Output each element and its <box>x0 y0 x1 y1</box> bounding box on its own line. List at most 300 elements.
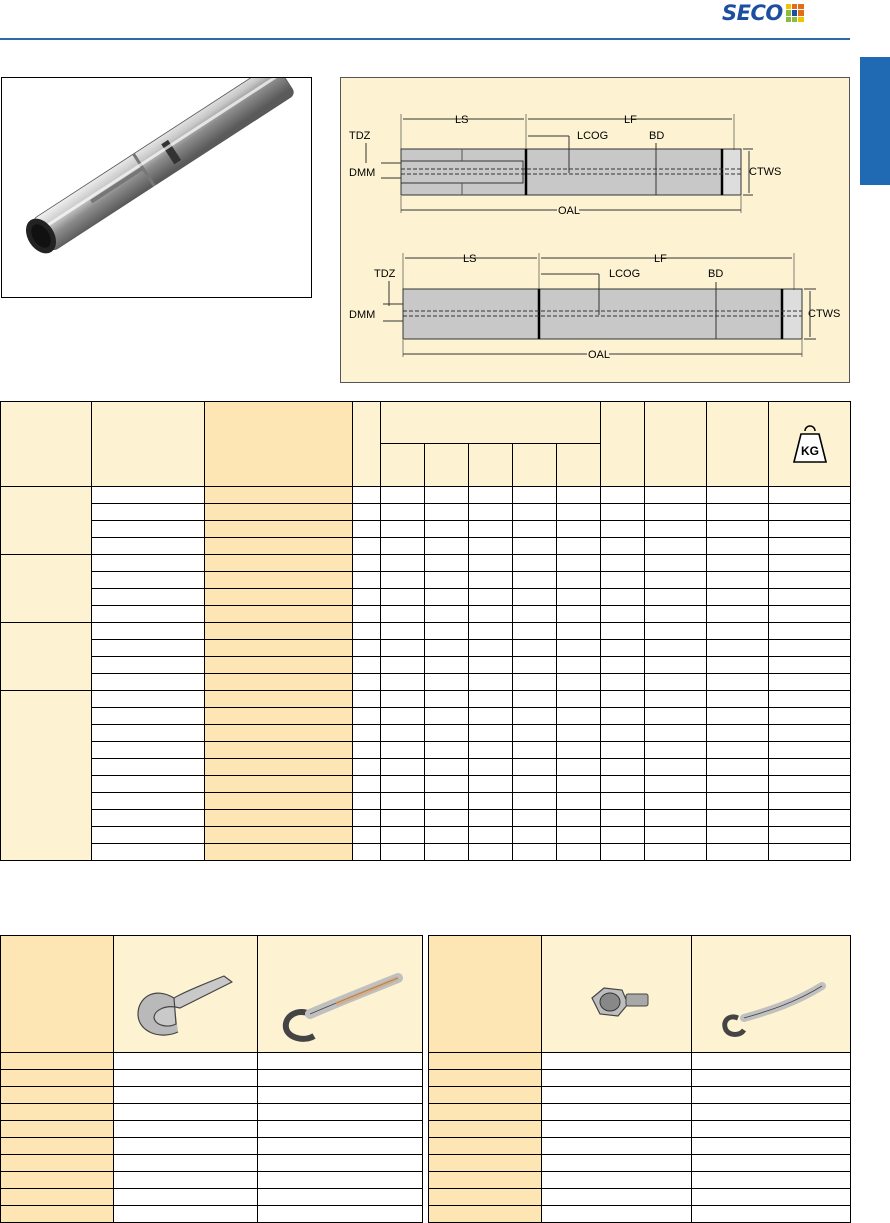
table-cell <box>353 589 381 606</box>
table-cell <box>205 521 353 538</box>
table-cell <box>258 1206 423 1223</box>
table-cell <box>353 623 381 640</box>
table-cell <box>353 776 381 793</box>
table-cell <box>92 844 205 861</box>
table-cell <box>542 1121 692 1138</box>
table-cell <box>513 810 557 827</box>
table-cell <box>557 674 601 691</box>
table-cell <box>769 776 851 793</box>
table-row <box>429 1104 851 1121</box>
table-cell <box>601 776 645 793</box>
table-cell <box>381 538 425 555</box>
table-row <box>429 1070 851 1087</box>
table-row <box>1 589 851 606</box>
table-cell <box>114 1172 258 1189</box>
table-cell <box>258 1087 423 1104</box>
table-cell <box>513 725 557 742</box>
table-cell <box>769 674 851 691</box>
table-cell <box>205 844 353 861</box>
group-cell <box>1 487 92 555</box>
table-cell <box>601 589 645 606</box>
table-cell <box>645 623 707 640</box>
table-cell <box>601 640 645 657</box>
table-row <box>429 1121 851 1138</box>
table-cell <box>513 759 557 776</box>
dim-lf-bottom: LF <box>654 253 667 265</box>
table-cell <box>425 776 469 793</box>
table-row <box>1 674 851 691</box>
table-cell <box>601 504 645 521</box>
table-cell <box>692 1070 851 1087</box>
table-row <box>429 1189 851 1206</box>
table-cell <box>542 1155 692 1172</box>
table-cell <box>542 1087 692 1104</box>
header-cell <box>425 444 469 487</box>
table-cell <box>513 504 557 521</box>
table-cell <box>707 810 769 827</box>
table-cell <box>707 708 769 725</box>
table-cell <box>205 589 353 606</box>
dim-oal-bottom: OAL <box>588 349 611 361</box>
table-cell <box>114 1104 258 1121</box>
table-row <box>1 1087 423 1104</box>
table-cell <box>92 572 205 589</box>
table-cell <box>205 572 353 589</box>
table-cell <box>353 521 381 538</box>
table-cell <box>425 504 469 521</box>
table-cell <box>769 555 851 572</box>
table-cell <box>513 606 557 623</box>
table-row <box>429 1053 851 1070</box>
table-cell <box>381 674 425 691</box>
table-cell <box>205 504 353 521</box>
table-cell <box>645 810 707 827</box>
table-cell <box>353 708 381 725</box>
table-cell <box>114 1206 258 1223</box>
table-cell <box>114 1053 258 1070</box>
table-row <box>1 606 851 623</box>
table-cell <box>557 793 601 810</box>
table-cell <box>707 589 769 606</box>
table-cell <box>557 589 601 606</box>
table-cell <box>205 725 353 742</box>
table-cell <box>92 606 205 623</box>
table-cell <box>469 657 513 674</box>
table-cell <box>769 606 851 623</box>
table-cell <box>1 1121 114 1138</box>
table-cell <box>542 1104 692 1121</box>
table-row <box>1 521 851 538</box>
table-cell <box>513 623 557 640</box>
table-cell <box>469 844 513 861</box>
dimension-drawing <box>340 77 850 383</box>
acc-header-cell <box>429 936 542 1053</box>
table-cell <box>381 844 425 861</box>
table-cell <box>92 538 205 555</box>
table-cell <box>258 1104 423 1121</box>
table-cell <box>381 776 425 793</box>
table-cell <box>469 793 513 810</box>
table-cell <box>707 827 769 844</box>
table-cell <box>353 572 381 589</box>
table-row <box>1 1206 423 1223</box>
table-cell <box>769 640 851 657</box>
table-cell <box>425 708 469 725</box>
table-cell <box>601 708 645 725</box>
table-cell <box>1 1155 114 1172</box>
table-row <box>1 657 851 674</box>
pin-spanner-wrench-icon <box>258 936 423 1047</box>
table-cell <box>542 1070 692 1087</box>
table-cell <box>513 657 557 674</box>
header-cell <box>601 402 645 487</box>
drawing-bottom <box>349 253 840 361</box>
table-cell <box>469 827 513 844</box>
table-cell <box>645 691 707 708</box>
table-row <box>1 555 851 572</box>
table-cell <box>513 589 557 606</box>
table-cell <box>205 538 353 555</box>
table-cell <box>692 1155 851 1172</box>
logo-squares-icon <box>786 4 804 22</box>
table-cell <box>353 827 381 844</box>
table-cell <box>92 810 205 827</box>
table-cell <box>513 487 557 504</box>
table-cell <box>707 623 769 640</box>
table-cell <box>645 776 707 793</box>
table-cell <box>769 487 851 504</box>
table-cell <box>92 674 205 691</box>
header-cell <box>557 444 601 487</box>
table-cell <box>601 810 645 827</box>
table-cell <box>645 742 707 759</box>
table-row <box>1 1189 423 1206</box>
table-cell <box>92 725 205 742</box>
table-cell <box>425 793 469 810</box>
hook-spanner-icon <box>114 936 258 1047</box>
table-cell <box>381 606 425 623</box>
main-spec-table <box>0 401 850 861</box>
table-cell <box>353 657 381 674</box>
table-cell <box>205 623 353 640</box>
table-cell <box>769 538 851 555</box>
group-cell <box>1 555 92 623</box>
table-cell <box>381 759 425 776</box>
table-cell <box>92 793 205 810</box>
table-cell <box>425 844 469 861</box>
table-cell <box>1 1206 114 1223</box>
dim-tdz-bottom: TDZ <box>374 268 396 280</box>
table-cell <box>258 1121 423 1138</box>
table-cell <box>769 691 851 708</box>
dim-lf-top: LF <box>624 114 637 126</box>
table-cell <box>513 572 557 589</box>
table-cell <box>645 504 707 521</box>
table-cell <box>381 555 425 572</box>
table-row <box>1 810 851 827</box>
table-cell <box>769 844 851 861</box>
table-cell <box>1 1070 114 1087</box>
table-cell <box>429 1104 542 1121</box>
weight-header-cell <box>769 402 851 487</box>
table-cell <box>469 521 513 538</box>
dim-tdz-top: TDZ <box>349 130 371 142</box>
table-cell <box>429 1087 542 1104</box>
table-cell <box>601 844 645 861</box>
table-cell <box>92 555 205 572</box>
table-cell <box>692 1206 851 1223</box>
table-cell <box>92 487 205 504</box>
table-cell <box>692 1138 851 1155</box>
table-cell <box>258 1189 423 1206</box>
table-cell <box>353 674 381 691</box>
table-cell <box>769 589 851 606</box>
header-cell <box>92 402 205 487</box>
table-cell <box>92 640 205 657</box>
table-cell <box>542 1172 692 1189</box>
table-cell <box>1 1172 114 1189</box>
table-cell <box>707 742 769 759</box>
table-cell <box>707 793 769 810</box>
table-cell <box>769 827 851 844</box>
dim-bd-bottom: BD <box>708 268 724 280</box>
table-cell <box>425 674 469 691</box>
dim-dmm-bottom: DMM <box>349 309 376 321</box>
table-cell <box>601 606 645 623</box>
table-cell <box>1 1087 114 1104</box>
table-cell <box>205 555 353 572</box>
table-row <box>1 844 851 861</box>
table-cell <box>205 691 353 708</box>
table-cell <box>769 759 851 776</box>
table-cell <box>92 623 205 640</box>
table-cell <box>114 1138 258 1155</box>
table-cell <box>469 538 513 555</box>
dim-ls-top: LS <box>455 114 469 126</box>
table-cell <box>205 810 353 827</box>
table-cell <box>645 674 707 691</box>
table-cell <box>469 742 513 759</box>
table-row <box>1 691 851 708</box>
table-cell <box>381 793 425 810</box>
table-cell <box>353 555 381 572</box>
header-cell <box>469 444 513 487</box>
weight-kg-icon <box>792 424 828 464</box>
table-cell <box>205 657 353 674</box>
table-cell <box>425 640 469 657</box>
table-cell <box>114 1155 258 1172</box>
table-cell <box>557 827 601 844</box>
table-cell <box>425 691 469 708</box>
table-cell <box>205 827 353 844</box>
table-cell <box>353 504 381 521</box>
table-cell <box>469 708 513 725</box>
table-cell <box>601 793 645 810</box>
table-cell <box>353 793 381 810</box>
table-cell <box>692 1172 851 1189</box>
table-cell <box>469 759 513 776</box>
table-cell <box>513 538 557 555</box>
dim-oal-top: OAL <box>558 205 581 217</box>
table-cell <box>353 538 381 555</box>
table-row <box>1 793 851 810</box>
weight-kg-label: KG <box>800 444 819 458</box>
table-cell <box>1 1138 114 1155</box>
table-cell <box>469 504 513 521</box>
table-cell <box>425 555 469 572</box>
table-row <box>1 487 851 504</box>
accessory-table-left <box>0 935 423 1223</box>
table-cell <box>381 521 425 538</box>
table-cell <box>1 1104 114 1121</box>
header-cell <box>353 402 381 487</box>
table-row <box>1 572 851 589</box>
table-cell <box>92 759 205 776</box>
table-cell <box>769 623 851 640</box>
table-cell <box>469 589 513 606</box>
table-cell <box>469 606 513 623</box>
table-cell <box>205 487 353 504</box>
table-cell <box>707 538 769 555</box>
table-row <box>1 1053 423 1070</box>
table-cell <box>645 844 707 861</box>
dim-bd-top: BD <box>649 130 665 142</box>
table-cell <box>513 742 557 759</box>
header-rule <box>0 38 850 40</box>
table-cell <box>425 623 469 640</box>
table-cell <box>601 691 645 708</box>
table-cell <box>707 759 769 776</box>
table-cell <box>425 657 469 674</box>
table-cell <box>469 810 513 827</box>
table-cell <box>205 793 353 810</box>
table-cell <box>645 538 707 555</box>
table-cell <box>513 640 557 657</box>
table-cell <box>114 1189 258 1206</box>
table-cell <box>425 606 469 623</box>
table-cell <box>425 572 469 589</box>
table-cell <box>513 793 557 810</box>
table-cell <box>557 708 601 725</box>
dim-lcog-top: LCOG <box>577 130 609 142</box>
table-cell <box>429 1121 542 1138</box>
table-cell <box>469 572 513 589</box>
table-row <box>429 1155 851 1172</box>
table-cell <box>381 640 425 657</box>
table-cell <box>429 1155 542 1172</box>
table-row <box>1 776 851 793</box>
table-cell <box>381 623 425 640</box>
table-cell <box>513 555 557 572</box>
table-cell <box>557 487 601 504</box>
table-row <box>1 1104 423 1121</box>
table-cell <box>205 759 353 776</box>
table-cell <box>469 691 513 708</box>
table-cell <box>645 725 707 742</box>
table-cell <box>469 555 513 572</box>
acc-header-cell <box>1 936 114 1053</box>
table-cell <box>92 742 205 759</box>
table-row <box>1 759 851 776</box>
table-cell <box>557 606 601 623</box>
table-cell <box>707 487 769 504</box>
table-cell <box>205 708 353 725</box>
table-cell <box>205 606 353 623</box>
table-cell <box>707 640 769 657</box>
header-cell <box>645 402 707 487</box>
seco-logo <box>722 2 804 24</box>
dimension-diagram <box>341 78 849 382</box>
table-cell <box>381 691 425 708</box>
table-cell <box>769 504 851 521</box>
table-cell <box>469 487 513 504</box>
table-cell <box>601 827 645 844</box>
table-cell <box>557 810 601 827</box>
table-cell <box>381 827 425 844</box>
table-cell <box>601 572 645 589</box>
table-cell <box>769 810 851 827</box>
table-row <box>1 1155 423 1172</box>
logo-wordmark: SECO <box>722 1 783 25</box>
table-cell <box>601 674 645 691</box>
table-cell <box>601 538 645 555</box>
table-cell <box>557 725 601 742</box>
table-cell <box>353 810 381 827</box>
table-row <box>1 1138 423 1155</box>
table-cell <box>542 1138 692 1155</box>
table-cell <box>258 1138 423 1155</box>
table-cell <box>513 776 557 793</box>
table-row <box>429 1206 851 1223</box>
table-cell <box>645 827 707 844</box>
table-cell <box>645 759 707 776</box>
acc-header-cell <box>258 936 423 1053</box>
table-cell <box>769 742 851 759</box>
table-cell <box>429 1070 542 1087</box>
table-cell <box>429 1172 542 1189</box>
table-cell <box>429 1138 542 1155</box>
dim-dmm-top: DMM <box>349 167 376 179</box>
table-cell <box>707 572 769 589</box>
table-cell <box>769 793 851 810</box>
table-cell <box>769 708 851 725</box>
table-cell <box>557 521 601 538</box>
table-cell <box>381 725 425 742</box>
table-cell <box>353 487 381 504</box>
header-cell <box>513 444 557 487</box>
hex-nut-adapter-icon <box>542 936 692 1047</box>
acc-header-cell <box>692 936 851 1053</box>
table-cell <box>692 1189 851 1206</box>
dim-lcog-bottom: LCOG <box>609 268 641 280</box>
table-cell <box>92 708 205 725</box>
table-cell <box>381 657 425 674</box>
table-cell <box>469 623 513 640</box>
table-row <box>1 538 851 555</box>
table-cell <box>513 827 557 844</box>
table-cell <box>707 521 769 538</box>
table-cell <box>469 640 513 657</box>
table-cell <box>601 521 645 538</box>
table-cell <box>769 657 851 674</box>
table-cell <box>601 555 645 572</box>
table-cell <box>769 572 851 589</box>
table-cell <box>1 1053 114 1070</box>
table-cell <box>542 1053 692 1070</box>
table-cell <box>692 1121 851 1138</box>
table-row <box>429 1087 851 1104</box>
hook-wrench-icon <box>692 936 851 1047</box>
